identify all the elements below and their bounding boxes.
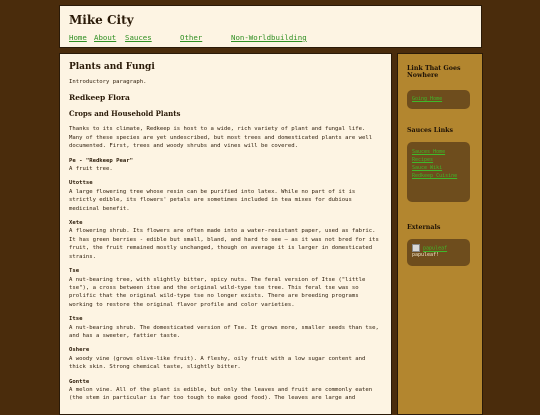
- plant-entry: [69, 315, 382, 340]
- sidebar-sauces-heading: Sauces Links: [407, 127, 454, 134]
- sidebar-link-heading: Link That Goes Nowhere: [407, 65, 461, 79]
- plant-name: Xete: [69, 220, 83, 227]
- plant-name: Gontte: [69, 378, 90, 385]
- plant-description: A woody vine (grows olive-like fruit). A fleshy, oily fruit with a low sugar content and thick skin. Strong chemical taste, slightly bitter.: [69, 355, 366, 371]
- nav-other-link[interactable]: Other: [180, 33, 203, 42]
- plant-entry: [69, 157, 382, 174]
- sidebar-going-home-link[interactable]: Going Home: [412, 96, 443, 102]
- sidebar-redkeep-cuisine-link[interactable]: Redkeep Cuisine: [412, 173, 458, 179]
- nav-home-link[interactable]: Home: [69, 33, 87, 42]
- plant-description: A flowering shrub. Its flowers are often made into a water-resistant paper, used as fabric. It has green berries - edible but small, bland, and hard to see — as it was not bred for its fruit, the fruit remained mostly unchanged, though on average it is larger in domesticated strains.: [69, 228, 379, 260]
- plant-entry: [69, 378, 382, 403]
- main-content: [59, 53, 392, 415]
- plant-description: A large flowering tree whose resin can be purified into latex. While no part of it is strictly edible, its flowers' petals are sometimes included in tea mixes for dubious medicinal benefit.: [69, 188, 356, 212]
- plant-description: A nut-bearing shrub. The domesticated version of Tse. It grows more, smaller seeds than tse, and has a sweeter, fattier taste.: [69, 324, 379, 339]
- nav-sauces-link[interactable]: Sauces: [125, 33, 152, 42]
- plant-name: Oshere: [69, 347, 90, 354]
- site-title: Mike City: [69, 13, 134, 27]
- plant-name: Pe - "Redkeep Pear": [69, 157, 133, 164]
- plant-entry: [69, 179, 382, 213]
- sidebar-sauce-wiki-link[interactable]: Sauce Wiki: [412, 165, 443, 171]
- nav-about-link[interactable]: About: [94, 33, 117, 42]
- plant-name: Utottse: [69, 180, 93, 187]
- sidebar-recipes-link[interactable]: Recipes: [412, 157, 434, 163]
- external-image-alt: papuleaf: [423, 245, 448, 252]
- intro-paragraph: Introductory paragraph.: [69, 79, 147, 85]
- external-label: papuleaf!: [412, 252, 440, 258]
- plant-description: A melon vine. All of the plant is edible, but only the leaves and fruit are commonly eaten (the stem in particular is far too tough to make good food). The leaves are large and: [69, 386, 373, 402]
- plant-entry: [69, 267, 382, 309]
- section-heading: Redkeep Flora: [69, 93, 130, 103]
- broken-image-icon: [412, 244, 420, 252]
- sidebar-link-box: [407, 90, 470, 109]
- sidebar-sauces-home-link[interactable]: Sauces Home: [412, 149, 446, 155]
- plant-entry: [69, 346, 382, 371]
- sidebar-externals-heading: Externals: [407, 224, 441, 231]
- sidebar-externals-box: [407, 239, 470, 266]
- plant-description: A nut-bearing tree, with slightly bitter, spicy nuts. The feral version of Itse ("little tse"), a cross between itse and the original wild-type tse tree. This feral tse was so prolific that the original wild-type tse no longer exists. There are breeding programs working to restore the original flavor profile and color varieties.: [69, 276, 366, 308]
- nav-non-worldbuilding-link[interactable]: Non-Worldbuilding: [231, 33, 307, 42]
- plant-name: Tse: [69, 268, 80, 275]
- external-link[interactable]: [412, 244, 465, 252]
- sidebar-sauces-box: [407, 142, 470, 202]
- page-title: Plants and Fungi: [69, 62, 155, 72]
- site-header: [59, 5, 482, 48]
- sidebar: [397, 53, 483, 415]
- plant-name: Itse: [69, 316, 83, 323]
- lead-paragraph: Thanks to its climate, Redkeep is host to a wide, rich variety of plant and fungal life. Many of these species are yet undescribed, but most trees and domesticated plants are well documented. First, trees and woody shrubs and vines will be covered.: [69, 126, 373, 150]
- subsection-heading: Crops and Household Plants: [69, 109, 181, 119]
- plant-entry: [69, 219, 382, 261]
- plant-description: A fruit tree.: [69, 166, 113, 173]
